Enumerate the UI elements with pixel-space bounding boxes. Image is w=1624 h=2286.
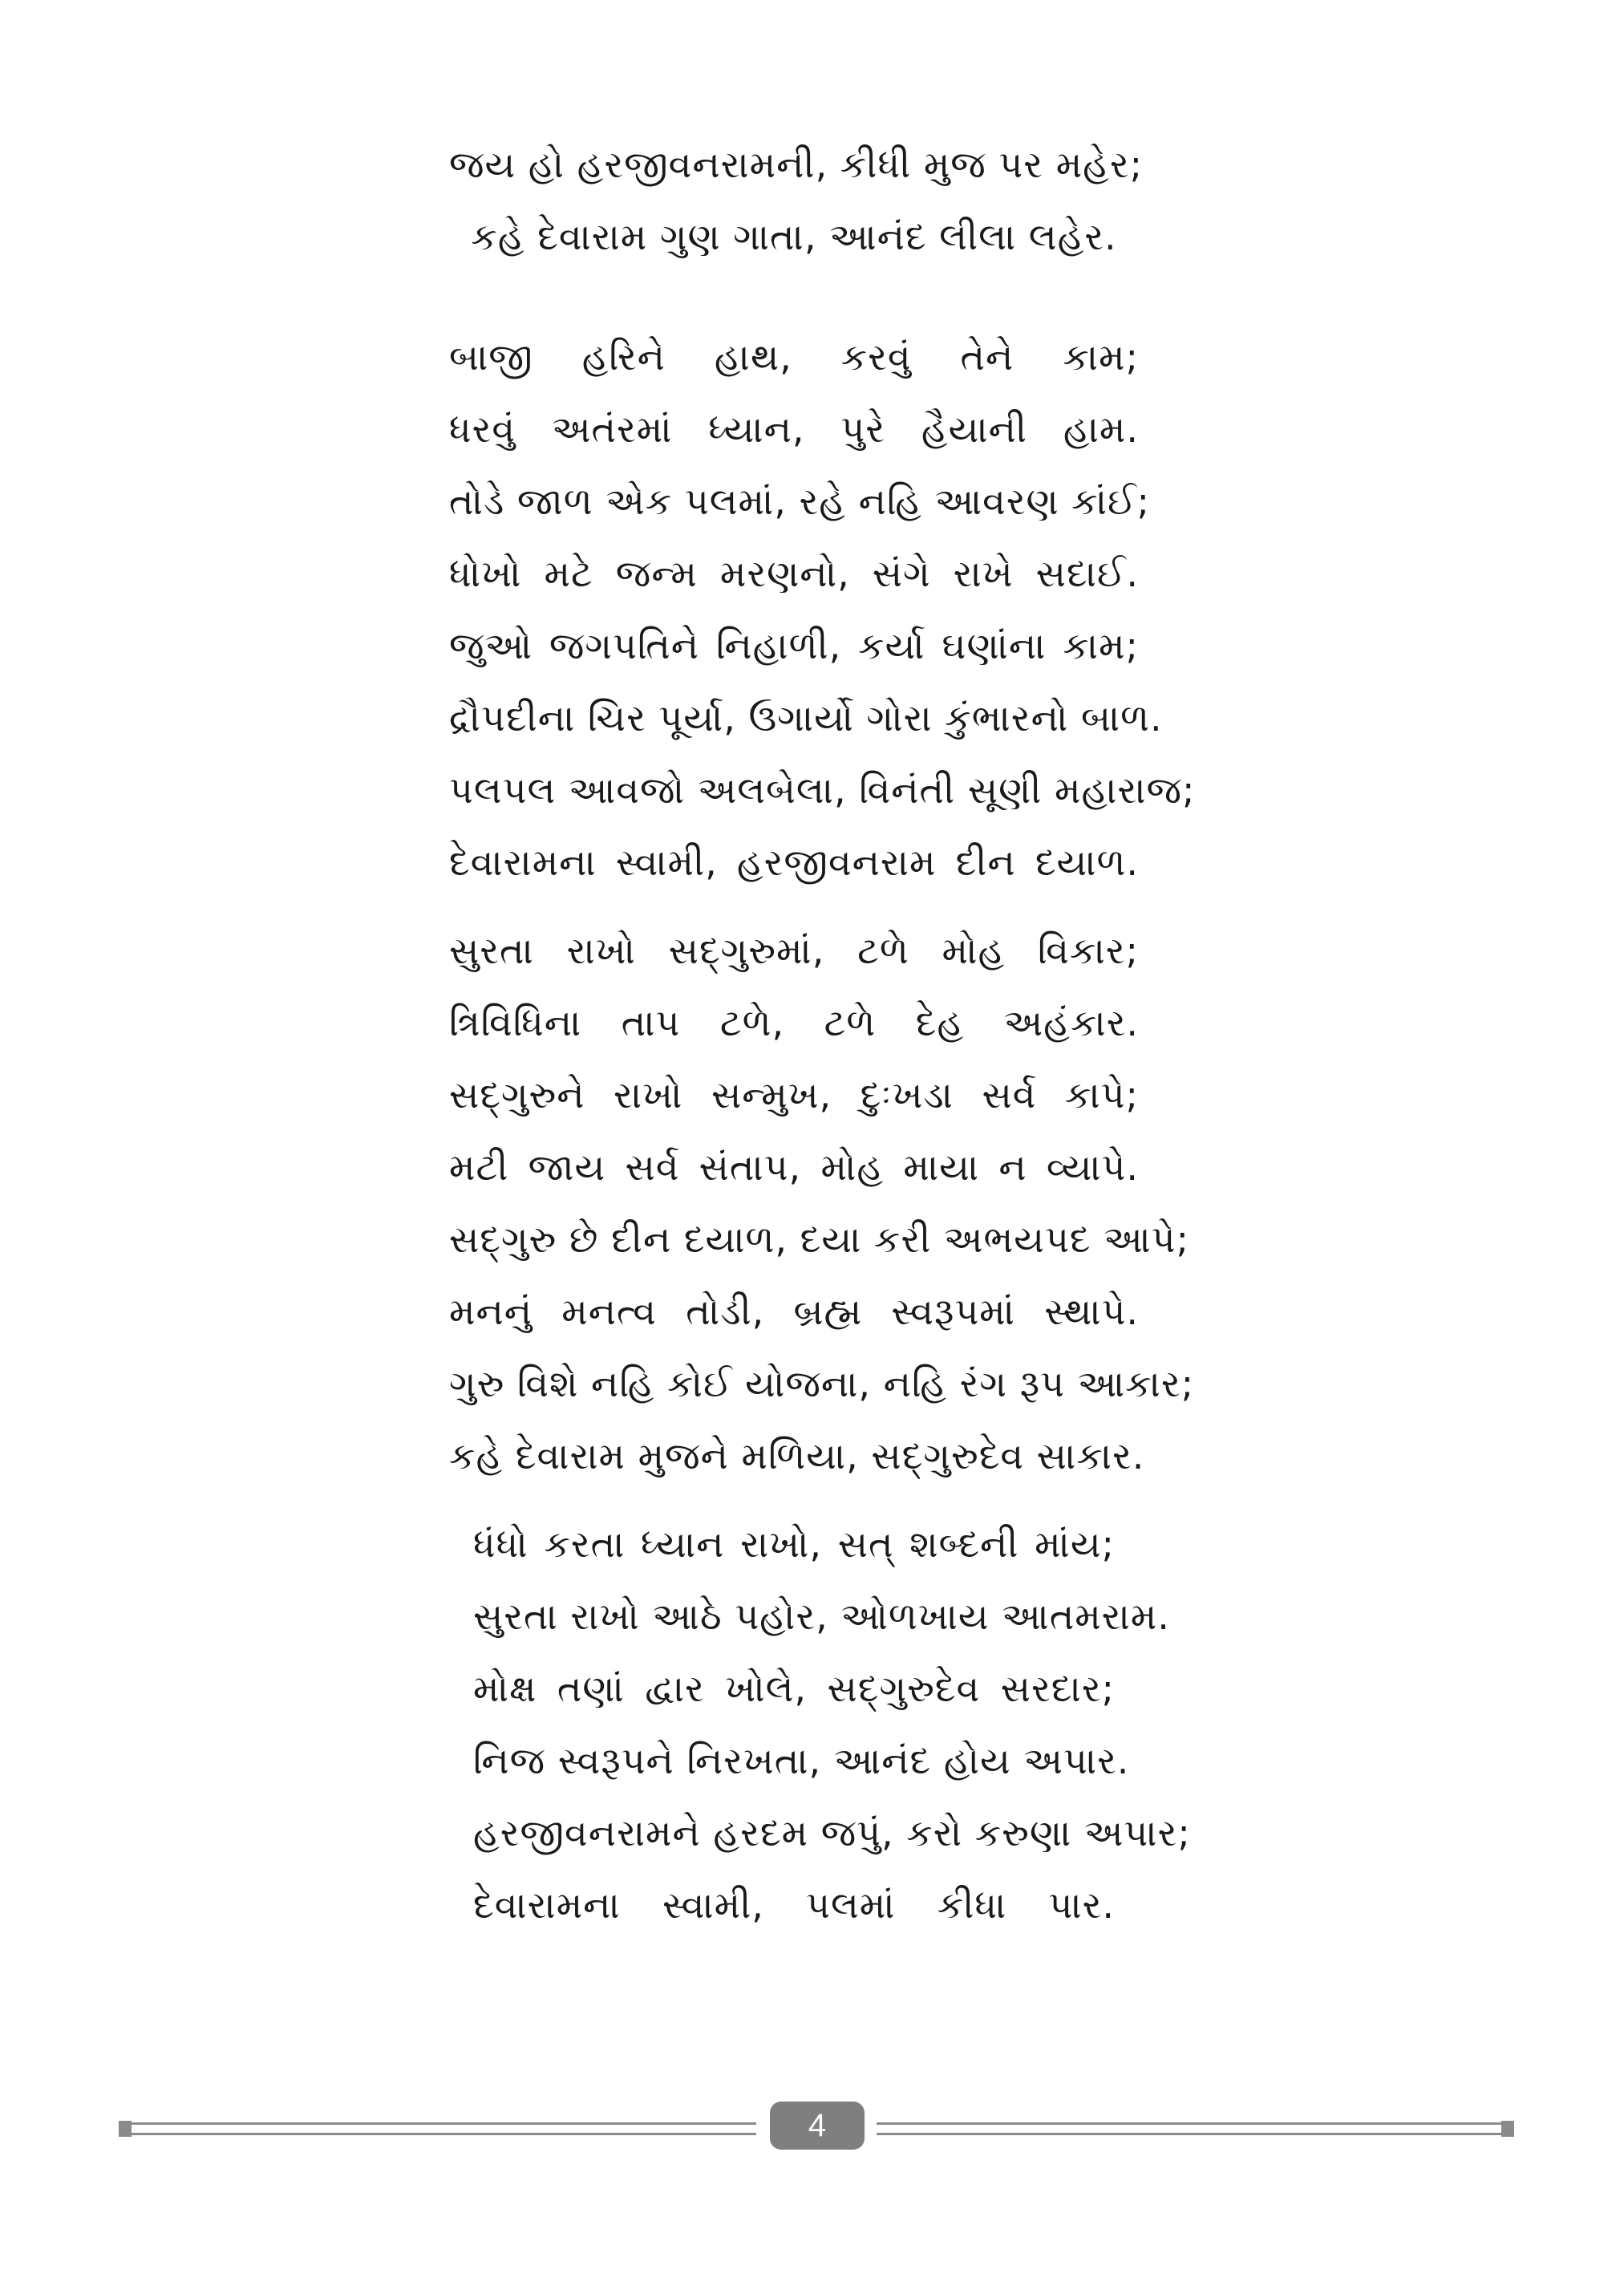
verse-line: મનનું મનત્વ તોડી, બ્રહ્મ સ્વરૂપમાં સ્થાપે. [449,1290,1139,1333]
page-footer [119,2102,1514,2150]
verse-line: ત્રિવિધિના તાપ ટળે, ટળે દેહ અહંકાર. [449,1001,1139,1044]
verse-line: સદ્ગુરુને રાખો સન્મુખ, દુઃખડા સર્વ કાપે; [449,1073,1139,1117]
page-number: 4 [770,2102,865,2150]
verse-line: દેવારામના સ્વામી, હરજીવનરામ દીન દયાળ. [449,841,1139,884]
verse-line: ગુરુ વિશે નહિ કોઈ યોજના, નહિ રંગ રૂપ આકાર; [449,1362,1195,1405]
verse-line: પલપલ આવજો અલબેલા, વિનંતી સૂણી મહારાજ; [449,768,1196,812]
verse-line: મટી જાય સર્વ સંતાપ, મોહ માયા ન વ્યાપે. [449,1145,1139,1189]
stanza-3 [449,914,1195,1492]
footer-rule-cap-right [1501,2121,1514,2137]
verse-line: નિજ સ્વરૂપને નિરખતા, આનંદ હોય અપાર. [473,1739,1130,1782]
verse-line: કહે દેવારામ મુજને મળિયા, સદ્ગુરુદેવ સાકાર. [449,1434,1145,1477]
footer-rule-cap-left [119,2121,132,2137]
verse-line: જુઓ જગપતિને નિહાળી, કર્યા ઘણાંના કામ; [449,624,1139,667]
verse-line: ધરવું અતંરમાં ધ્યાન, પુરે હૈયાની હામ. [449,407,1139,451]
verse-line: સુરતા રાખો આઠે પહોર, ઓળખાય આતમરામ. [473,1595,1170,1638]
verse-line: તોડે જાળ એક પલમાં, રહે નહિ આવરણ કાંઈ; [449,480,1151,523]
verse-line: ધોખો મટે જન્મ મરણનો, સંગે રાખે સદાઈ. [449,552,1139,595]
verse-line: દ્રૌપદીના ચિર પૂર્યા, ઉગાર્યો ગોરા કુંભારનો બાળ. [449,696,1163,740]
stanza-4 [449,1508,1191,1941]
verse-line: બાજી હરિને હાથ, કરવું તેને કામ; [449,335,1139,379]
verse-line: સદ્ગુરુ છે દીન દયાળ, દયા કરી અભયપદ આપે; [449,1218,1189,1261]
footer-rule-left [119,2122,756,2135]
verse-line: મોક્ષ તણાં દ્વાર ખોલે, સદ્ગુરુદેવ સરદાર; [473,1667,1115,1710]
verse-line: ધંધો કરતા ધ્યાન રાખો, સત્ શબ્દની માંય; [473,1522,1115,1566]
stanza-1 [449,128,1144,273]
verse-line: હરજીવનરામને હરદમ જપું, કરો કરુણા અપાર; [473,1811,1191,1854]
footer-rule-right [877,2122,1514,2135]
verse-line: દેવારામના સ્વામી, પલમાં કીધા પાર. [473,1883,1115,1927]
verse-line: જય હો હરજીવનરામની, કીધી મુજ પર મહેર; [449,143,1144,186]
verse-line: સુરતા રાખો સદ્ગુરુમાં, ટળે મોહ વિકાર; [449,929,1139,972]
stanza-2 [449,321,1196,898]
verse-line: કહે દેવારામ ગુણ ગાતા, આનંદ લીલા લહેર. [471,215,1117,258]
